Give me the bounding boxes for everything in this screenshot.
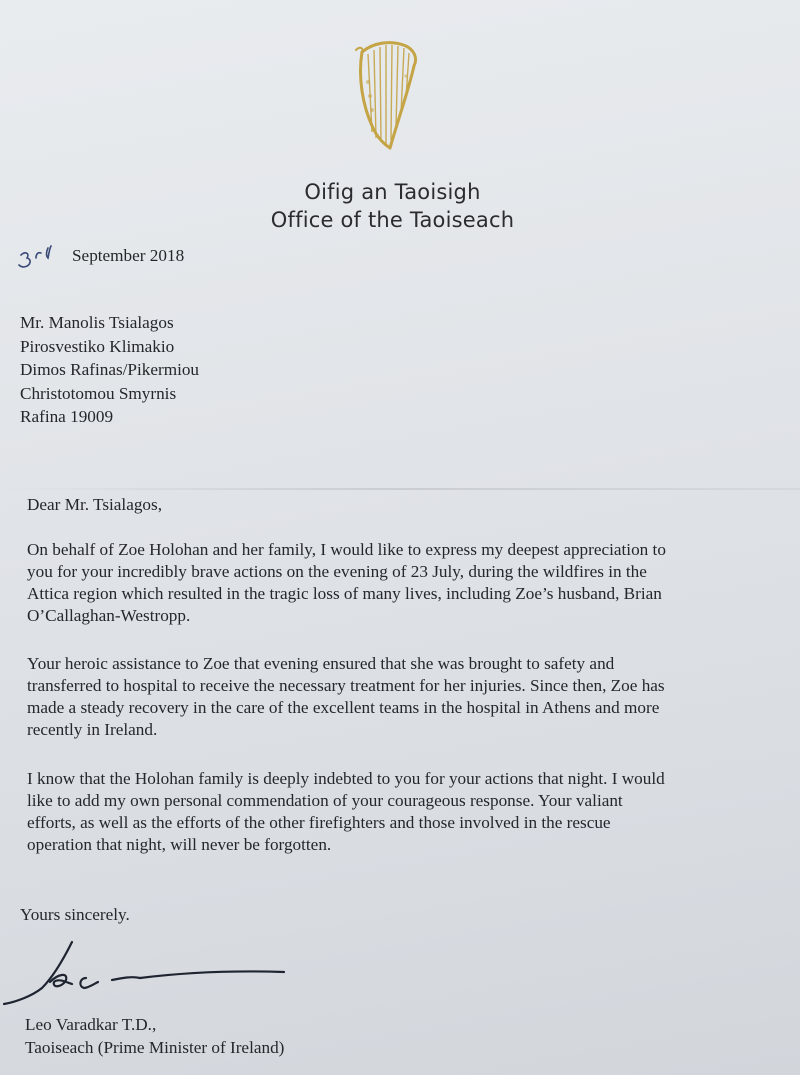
paragraph-line: efforts, as well as the efforts of the other firefighters and those involved in the rescue (27, 813, 611, 832)
body-paragraph-3 (27, 768, 797, 856)
signer-block (25, 1013, 284, 1059)
signer-title: Taoiseach (Prime Minister of Ireland) (25, 1038, 285, 1057)
paragraph-line: like to add my own personal commendation of your courageous response. Your valiant (27, 791, 623, 810)
signature (2, 938, 292, 1010)
paragraph-line: operation that night, will never be forgotten. (27, 835, 332, 854)
letter-date: September 2018 (72, 246, 185, 265)
letterhead-irish: Oifig an Taoisigh (304, 180, 481, 204)
paragraph-line: transferred to hospital to receive the necessary treatment for her injuries. Since then, Zoe has (27, 676, 665, 695)
body-paragraph-1 (27, 539, 797, 627)
address-line: Pirosvestiko Klimakio (20, 336, 175, 356)
letterhead-english: Office of the Taoiseach (270, 208, 515, 232)
address-line: Christotomou Smyrnis (20, 383, 177, 403)
signer-name: Leo Varadkar T.D., (25, 1015, 157, 1034)
paper-fold (0, 488, 800, 490)
paragraph-line: On behalf of Zoe Holohan and her family, I would like to express my deepest appreciation to (27, 540, 666, 559)
paragraph-line: made a steady recovery in the care of the excellent teams in the hospital in Athens and more (27, 698, 660, 717)
address-line: Rafina 19009 (20, 407, 114, 426)
harp-icon (348, 36, 424, 154)
handwritten-day (18, 242, 58, 272)
paragraph-line: Attica region which resulted in the tragic loss of many lives, including Zoe’s husband, Brian (27, 584, 662, 603)
paragraph-line: I know that the Holohan family is deeply indebted to you for your actions that night. I would (27, 769, 665, 788)
body-paragraph-2 (27, 653, 797, 741)
paragraph-line: O’Callaghan-Westropp. (27, 606, 191, 625)
paragraph-line: Your heroic assistance to Zoe that evening ensured that she was brought to safety and (27, 654, 615, 673)
address-line: Mr. Manolis Tsialagos (20, 313, 174, 332)
recipient-address (20, 311, 199, 429)
closing: Yours sincerely. (20, 905, 130, 924)
paragraph-line: recently in Ireland. (27, 720, 158, 739)
paragraph-line: you for your incredibly brave actions on the evening of 23 July, during the wildfires in the (27, 562, 647, 581)
salutation: Dear Mr. Tsialagos, (27, 495, 162, 514)
address-line: Dimos Rafinas/Pikermiou (20, 360, 200, 379)
